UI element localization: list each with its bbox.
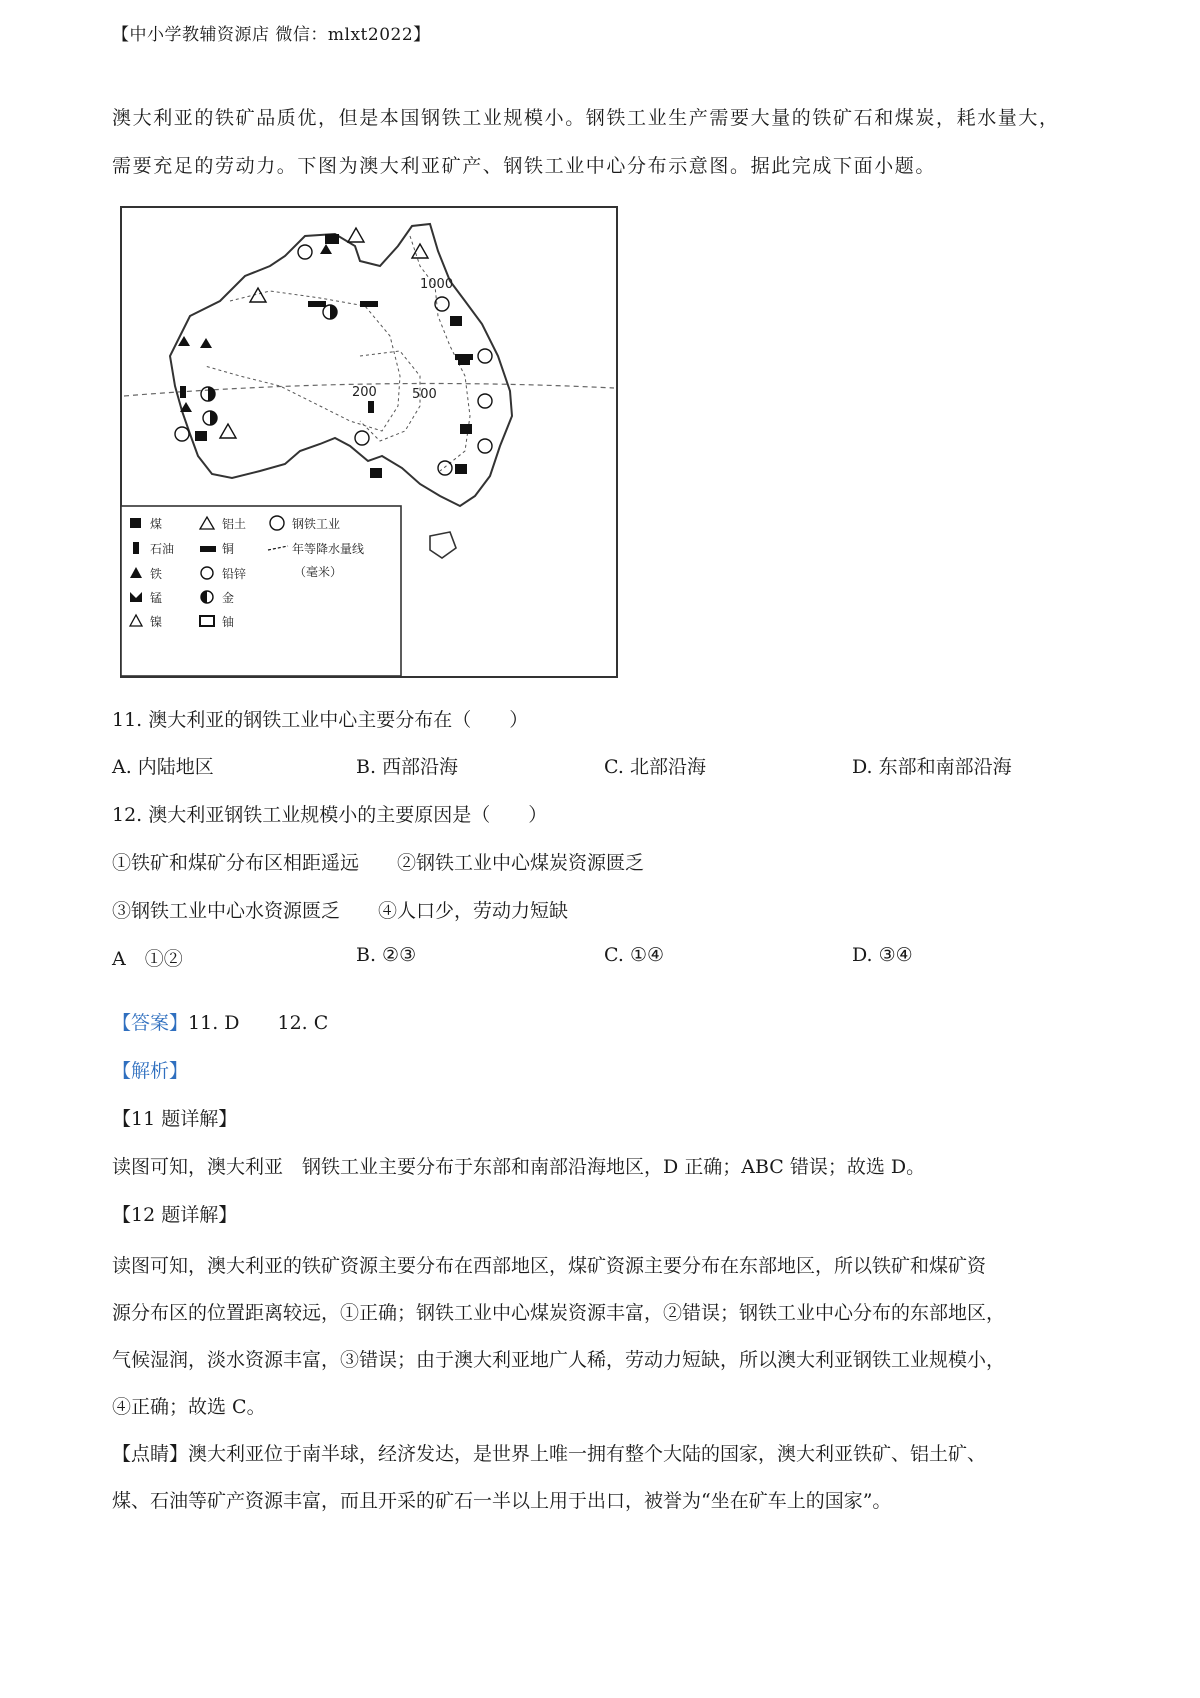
intro-paragraph — [112, 94, 1102, 190]
svg-text:铀: 铀 — [222, 615, 235, 629]
tip-tag: 【点睛】 — [112, 1443, 189, 1465]
intro-line-1: 澳大利亚的铁矿品质优，但是本国钢铁工业规模小。钢铁工业生产需要大量的铁矿石和煤炭，耗水量大， — [112, 107, 1060, 129]
map-svg — [120, 206, 618, 678]
q11-option-c[interactable]: C. 北部沿海 — [604, 756, 706, 778]
question-12-stem: 12. 澳大利亚钢铁工业规模小的主要原因是（ ） — [112, 804, 548, 826]
svg-text:煤: 煤 — [150, 517, 163, 531]
q12-option-d[interactable]: D. ③④ — [852, 944, 913, 966]
q12-items-line-1: ①铁矿和煤矿分布区相距遥远 ②钢铁工业中心煤炭资源匮乏 — [112, 852, 645, 874]
q11-option-b[interactable]: B. 西部沿海 — [356, 756, 459, 778]
q12-option-a[interactable]: A ①② — [112, 948, 183, 970]
australia-map-figure — [120, 206, 618, 678]
svg-text:年等降水量线: 年等降水量线 — [292, 542, 365, 556]
tip-line-2: 煤、石油等矿产资源丰富，而且开采的矿石一半以上用于出口，被誉为“坐在矿车上的国家”。 — [112, 1490, 892, 1512]
svg-text:铜: 铜 — [222, 542, 235, 556]
contour-label-1000: 1000 — [420, 277, 454, 292]
intro-line-2: 需要充足的劳动力。下图为澳大利亚矿产、钢铁工业中心分布示意图。据此完成下面小题。 — [112, 155, 937, 177]
analysis-tag: 【解析】 — [112, 1060, 189, 1082]
svg-text:石油: 石油 — [150, 542, 175, 556]
q12-option-b[interactable]: B. ②③ — [356, 944, 417, 966]
svg-text:金: 金 — [222, 591, 235, 605]
answer-text: 11. D 12. C — [188, 1012, 329, 1034]
contour-label-500: 500 — [412, 387, 437, 402]
tip-block — [112, 1431, 1102, 1525]
q12-items-line-2: ③钢铁工业中心水资源匮乏 ④人口少，劳动力短缺 — [112, 900, 569, 922]
detail-12-line: 气候湿润，淡水资源丰富，③错误；由于澳大利亚地广人稀，劳动力短缺，所以澳大利亚钢铁工业规模小， — [112, 1349, 1006, 1371]
answer-tag: 【答案】 — [112, 1012, 189, 1034]
answer-line — [112, 1008, 328, 1035]
q12-option-c[interactable]: C. ①④ — [604, 944, 665, 966]
question-11-stem: 11. 澳大利亚的钢铁工业中心主要分布在（ ） — [112, 709, 529, 731]
contour-label-200: 200 — [352, 385, 377, 400]
legend-box — [121, 506, 401, 676]
detail-12-line: 源分布区的位置距离较远，①正确；钢铁工业中心煤炭资源丰富，②错误；钢铁工业中心分布的东部地区， — [112, 1302, 1006, 1324]
svg-text:铝土: 铝土 — [222, 517, 247, 531]
svg-text:铅锌: 铅锌 — [222, 567, 247, 581]
source-header: 【中小学教辅资源店 微信：mlxt2022】 — [112, 25, 431, 45]
detail-12-title: 【12 题详解】 — [112, 1204, 238, 1226]
svg-text:镍: 镍 — [150, 615, 163, 629]
svg-text:（毫米）: （毫米） — [294, 565, 343, 579]
svg-text:铁: 铁 — [150, 567, 163, 581]
detail-12-line: 读图可知，澳大利亚的铁矿资源主要分布在西部地区，煤矿资源主要分布在东部地区，所以铁矿和煤矿资 — [112, 1255, 987, 1277]
q11-option-a[interactable]: A. 内陆地区 — [112, 756, 214, 778]
q11-option-d[interactable]: D. 东部和南部沿海 — [852, 756, 1012, 778]
detail-12-body — [112, 1243, 1102, 1431]
detail-12-line: ④正确；故选 C。 — [112, 1396, 266, 1418]
svg-text:锰: 锰 — [150, 591, 163, 605]
svg-text:钢铁工业: 钢铁工业 — [292, 517, 341, 531]
tip-line-1: 【点睛】澳大利亚位于南半球，经济发达，是世界上唯一拥有整个大陆的国家，澳大利亚铁矿、铝土矿、 — [112, 1443, 987, 1465]
detail-11-text: 读图可知，澳大利亚 钢铁工业主要分布于东部和南部沿海地区，D 正确；ABC 错误；故选 D。 — [112, 1156, 926, 1178]
detail-11-title: 【11 题详解】 — [112, 1108, 238, 1130]
